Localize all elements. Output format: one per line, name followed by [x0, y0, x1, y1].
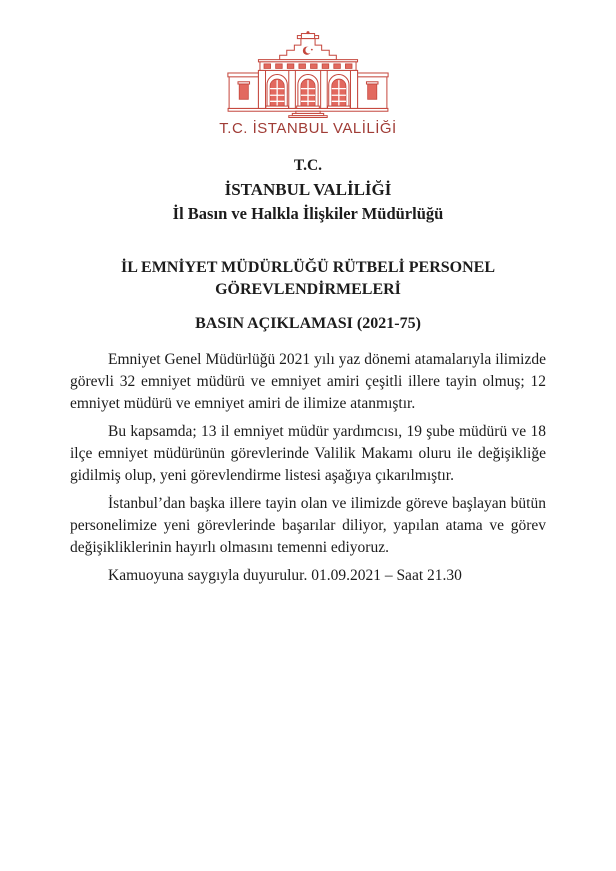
- logo-caption: T.C. İSTANBUL VALİLİĞİ: [219, 120, 397, 137]
- body-paragraphs: [70, 349, 546, 587]
- document-title-line2: GÖREVLENDİRMELERİ: [215, 281, 401, 298]
- letterhead-tc: T.C.: [293, 157, 323, 174]
- document-title-line1: İL EMNİYET MÜDÜRLÜĞÜ RÜTBELİ PERSONEL: [121, 259, 495, 276]
- body-paragraph-1: Emniyet Genel Müdürlüğü 2021 yılı yaz dönemi atamalarıyla ilimizde görevli 32 emniyet müdürü ve emniyet amiri çeşitli illere tayin olmuş; 12 emniyet müdürü ve emniyet amiri de ilimize atanmıştır.: [70, 351, 546, 412]
- letterhead-directorate: İl Basın ve Halkla İlişkiler Müdürlüğü: [172, 204, 444, 223]
- document-title: [0, 257, 616, 301]
- closing-line: Kamuoyuna saygıyla duyurulur. 01.09.2021 – Saat 21.30: [108, 567, 462, 584]
- body-paragraph-2: Bu kapsamda; 13 il emniyet müdür yardımcısı, 19 şube müdürü ve 18 ilçe emniyet müdürünün görevlerinde Valilik Makamı oluru ile değişikliğe gidilmiş olup, yeni görevlendirme listesi aşağıya çıkarılmıştır.: [70, 423, 546, 484]
- istanbul-governorship-logo: [0, 0, 616, 137]
- body-paragraph-3: İstanbul’dan başka illere tayin olan ve ilimizde göreve başlayan bütün personelimize yeni görevlerinde başarılar diliyor, yapılan atama ve görev değişikliklerinin hayırlı olmasını temenni ediyoruz.: [70, 495, 546, 556]
- press-release-number: BASIN AÇIKLAMASI (2021-75): [195, 315, 421, 332]
- governorship-building-icon: [227, 30, 389, 118]
- letterhead: [0, 157, 616, 224]
- letterhead-governorship: İSTANBUL VALİLİĞİ: [224, 180, 392, 199]
